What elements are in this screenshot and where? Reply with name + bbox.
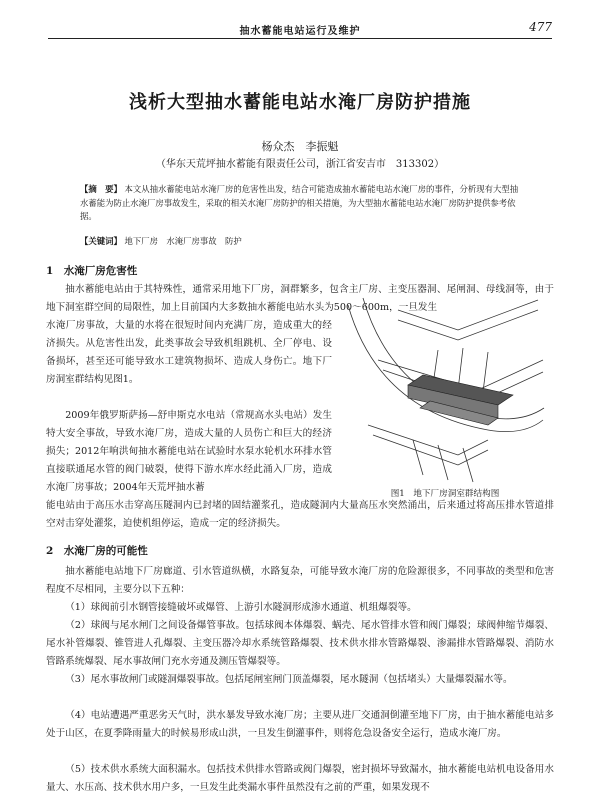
- paragraph-1-column: 水淹厂房事故，大量的水将在很短时间内充满厂房，造成重大的经济损失。从危害性出发，此类事故会导致机组跳机、全厂停电、设备损坏，甚至还可能导致水工建筑物损坏、造成人身伤亡。地下厂房洞室群结构见图1。: [46, 320, 332, 385]
- page-number: 477: [529, 20, 552, 34]
- journal-title: 抽水蓄能电站运行及维护: [239, 26, 361, 37]
- keywords: [80, 235, 520, 247]
- list-item-5: （5）技术供水系统大面积漏水。包括技术供排水管路或阀门爆裂，密封损坏导致漏水，抽水蓄能电站机电设备用水量大、水压高、技术供水用户多，一旦发生此类漏水事件虽然没有之前的严重，如果发现不: [46, 764, 554, 793]
- figure-caption: 图1 地下厂房洞室群结构图: [390, 489, 500, 499]
- list-item-2: （2）球阀与尾水闸门之间设备爆管事故。包括球阀本体爆裂、蜗壳、尾水管排水管和阀门爆裂；球阀伸缩节爆裂、尾水补管爆裂、锥管进人孔爆裂、主变压器冷却水系统管路爆裂、技术供水排水管路爆裂、渗漏排水管路爆裂、消防水管路系统爆裂、尾水事故闸门充水旁通及测压管爆裂等。: [46, 620, 554, 667]
- figure-tailrace: [413, 440, 473, 482]
- figure-tunnel-line: [398, 300, 538, 330]
- abstract-text: 本文从抽水蓄能电站水淹厂房的危害性出发，结合可能造成抽水蓄能电站水淹厂房的事件，分析现有大型抽水蓄能为防止水淹厂房事故发生，采取的相关水淹厂房防护的相关措施，为大型抽水蓄能电站水淹厂房防护提供参考依据。: [80, 184, 519, 221]
- cavern-structure-figure: [338, 290, 554, 490]
- paragraph-2-full: 能电站由于高压水击穿高压隧洞内已封堵的固结灌浆孔，造成隧洞内大量高压水突然涌出，后来通过将高压排水管道排空对击穿处灌浆，迫使机组停运，造成一定的经济损失。: [46, 500, 554, 529]
- paragraph-2-column: 2009年俄罗斯萨扬—舒申斯克水电站（常规高水头电站）发生特大安全事故，导致水淹厂房，造成大量的人员伤亡和巨大的经济损失；2012年响洪甸抽水蓄能电站在试验时水泵水轮机水环排水管直接联通尾水管的阀门破裂，使得下游水库水经此涌入厂房，造成水淹厂房事故；2004年天荒坪抽水蓄: [46, 410, 332, 493]
- section-heading-1: 1 水淹厂房危害性: [46, 265, 138, 277]
- list-item-3: （3）尾水事故闸门或隧洞爆裂事故。包括尾闸室闸门顶盖爆裂，尾水隧洞（包括堵头）大量爆裂漏水等。: [65, 674, 513, 685]
- list-item-4: （4）电站遭遇严重恶劣天气时，洪水暴发导致水淹厂房；主要从进厂交通洞倒灌至地下厂房，由于抽水蓄能电站多处于山区，在夏季降雨量大的时候易形成山洪，一旦发生倒灌事件，则将危急设备安全运行，造成水淹厂房。: [46, 710, 554, 739]
- figure-tunnel-line: [398, 310, 538, 340]
- figure-tunnel-line: [373, 435, 488, 465]
- keywords-text: 地下厂房 水淹厂房事故 防护: [124, 236, 242, 246]
- keywords-label: 【关键词】: [80, 236, 122, 246]
- affiliation: （华东天荒坪抽水蓄能有限责任公司，浙江省安吉市 313302）: [155, 159, 445, 170]
- paragraph-1-full: 抽水蓄能电站由于其特殊性，通常采用地下厂房，洞群繁多，包含主厂房、主变压器洞、尾闸洞、母线洞等，由于地下洞室群空间的局限性，加上目前国内大多数抽水蓄能电站水头为500～600m，一旦发生: [46, 284, 554, 313]
- paragraph-3: 抽水蓄能电站地下厂房廊道、引水管道纵横，水路复杂，可能导致水淹厂房的危险源很多，不同事故的类型和危害程度不尽相同，主要分以下五种：: [46, 566, 554, 595]
- authors: 杨众杰 李振魁: [261, 140, 339, 153]
- paper-title: 浅析大型抽水蓄能电站水淹厂房防护措施: [129, 92, 471, 113]
- running-header: [48, 22, 552, 39]
- section-heading-2: 2 水淹厂房的可能性: [46, 545, 148, 557]
- list-item-1: （1）球阀前引水钢管接缝破坏或爆管、上游引水隧洞形成渗水通道、机组爆裂等。: [65, 602, 417, 613]
- abstract-label: 【摘 要】: [80, 184, 122, 194]
- abstract: [80, 183, 520, 224]
